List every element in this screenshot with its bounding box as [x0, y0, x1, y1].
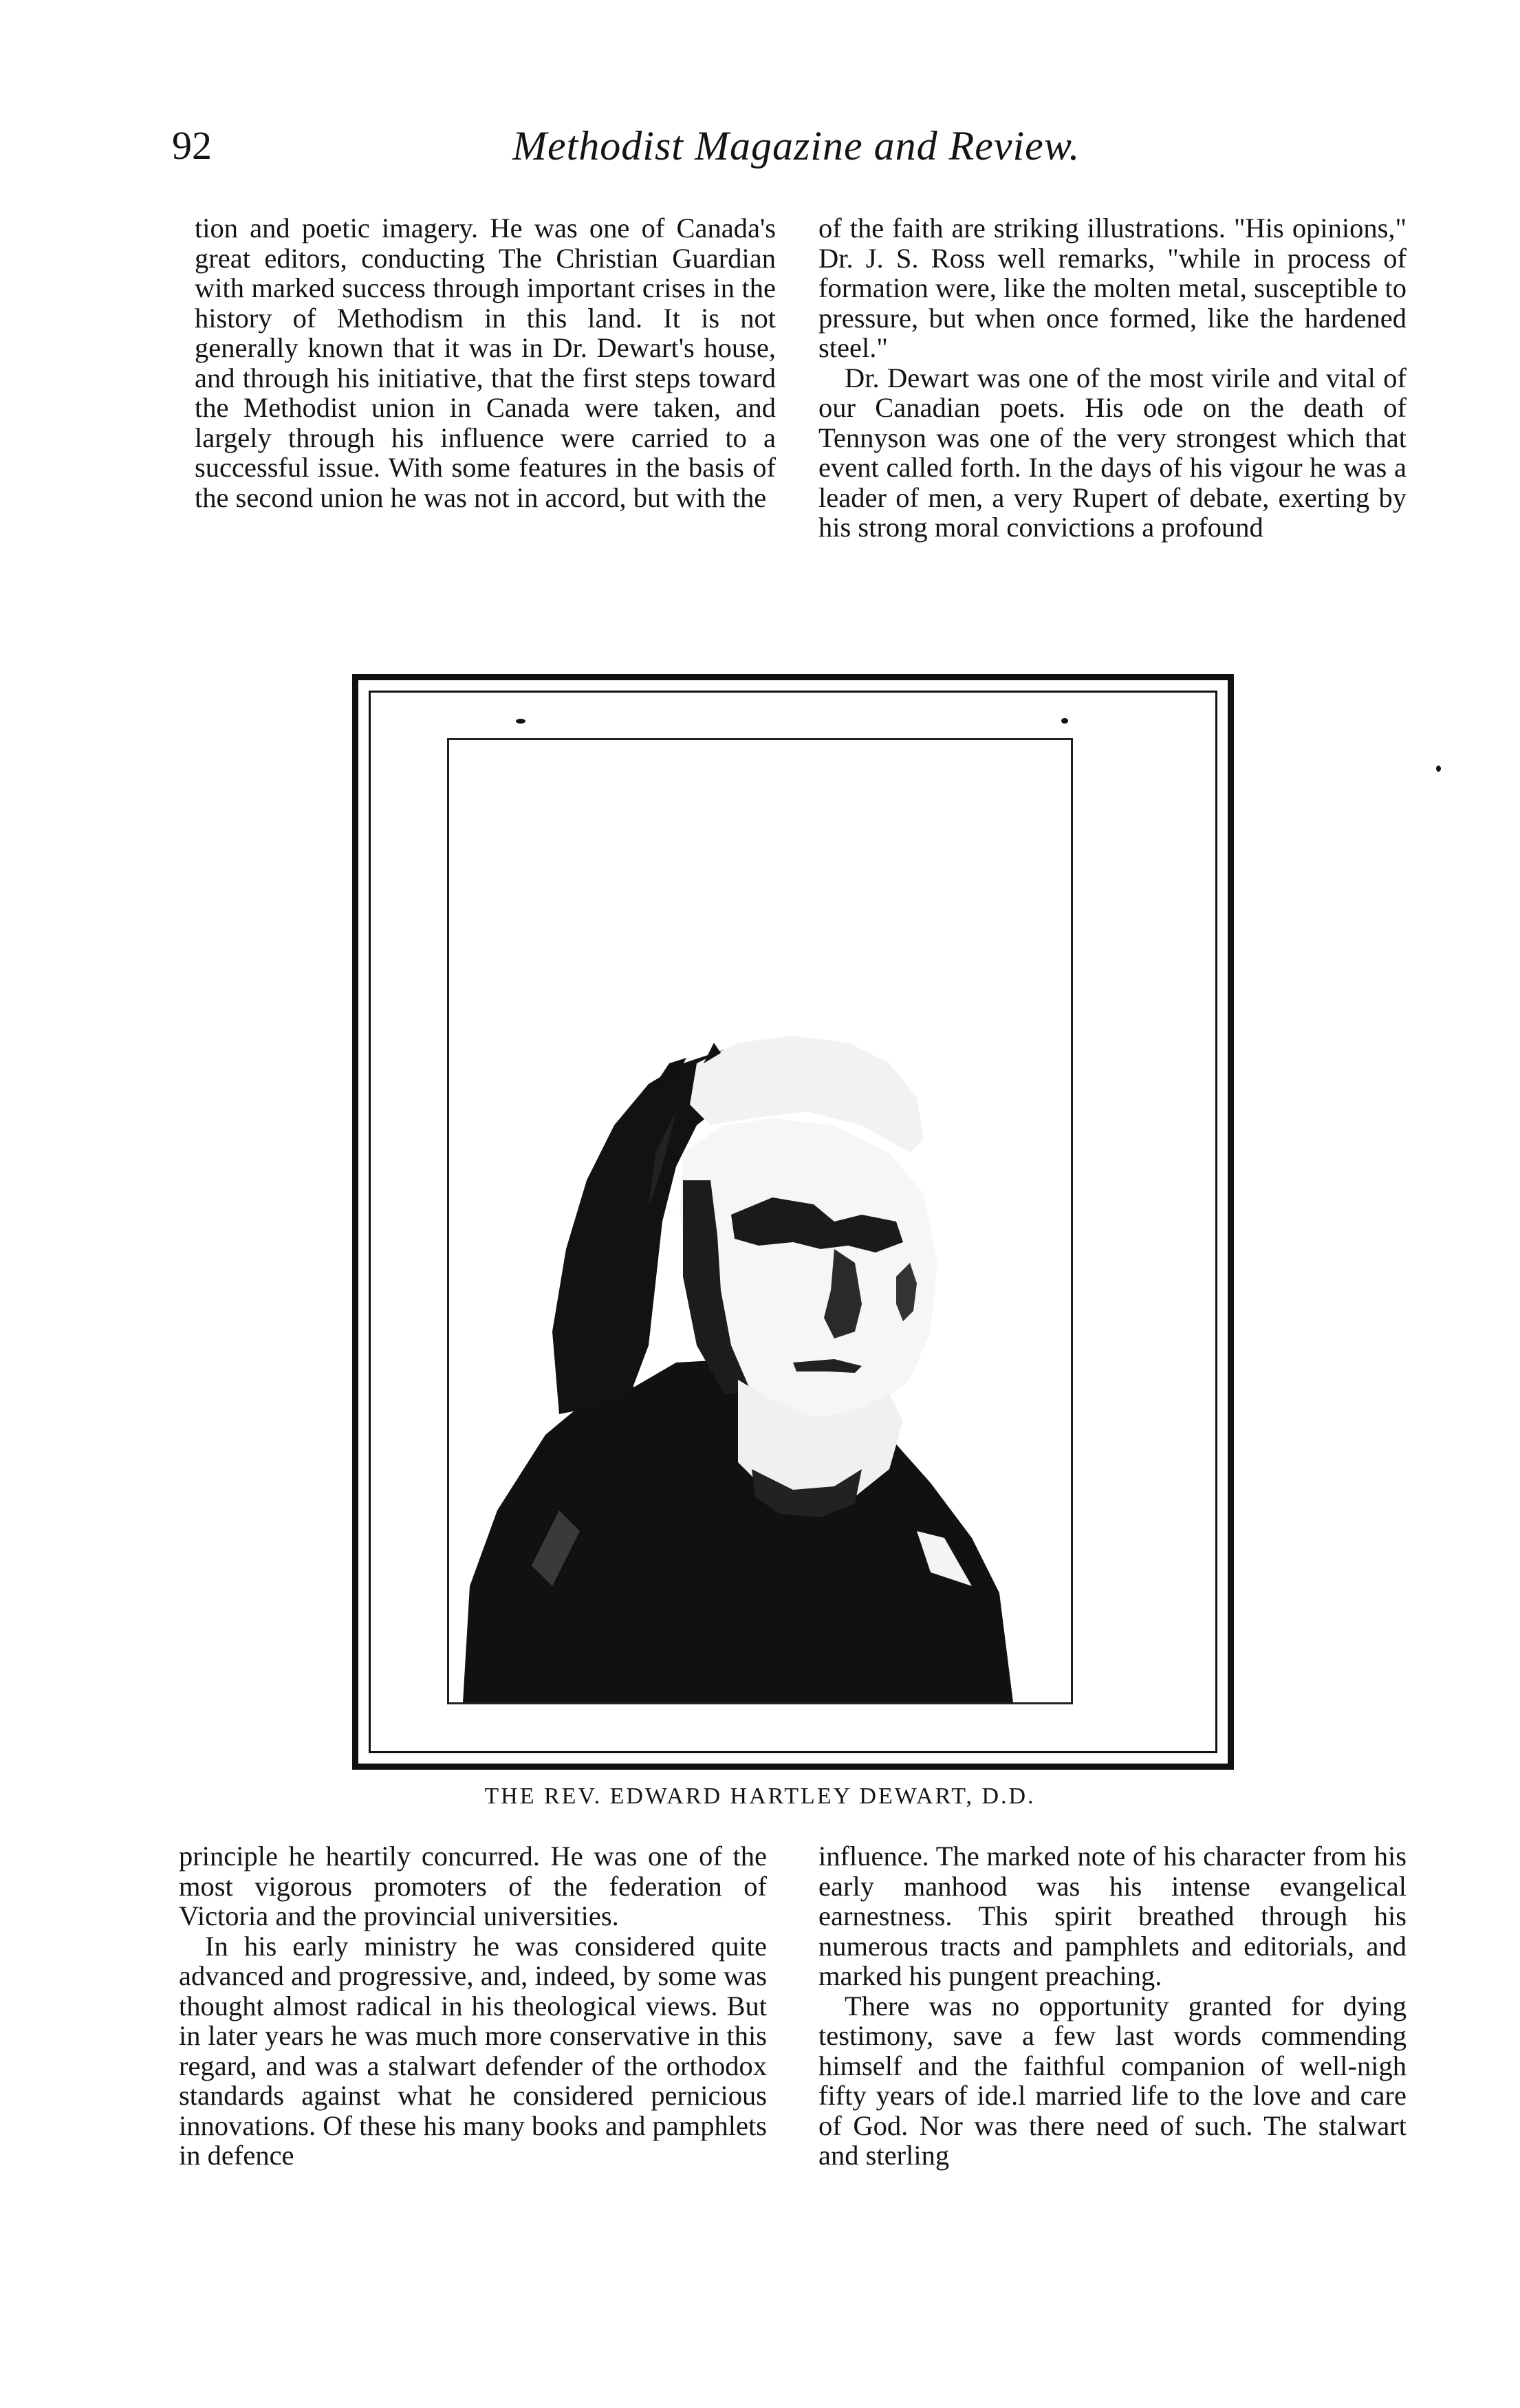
paragraph: of the faith are striking illustrations. "His opinions," Dr. J. S. Ross well remarks, "while in process of formation were, like the molten metal, susceptible to pressure, but when once formed, like the hardened steel.": [818, 213, 1407, 363]
top-right-column: [818, 213, 1407, 640]
paragraph: There was no opportunity granted for dying testimony, save a few last words commending himself and the faithful companion of well-nigh fifty years of ide.l married life to the love and care of God. Nor was there need of such. The stalwart and sterling: [818, 1990, 1407, 2171]
paragraph: In his early ministry he was considered quite advanced and progressive, and, indeed, by some was thought almost radical in his theological views. But in later years he was much more conservative in this regard, and was a stalwart defender of the orthodox standards against what he considered pernicious innovations. Of these his many books and pamphlets in defence: [179, 1930, 767, 2171]
running-title: Methodist Magazine and Review.: [512, 123, 1081, 169]
portrait-photo: [447, 738, 1073, 1704]
bottom-right-column: [818, 1841, 1407, 2281]
paragraph: tion and poetic imagery. He was one of Canada's great editors, conducting The Christian Guardian with marked success through important crises in the history of Methodism in this land. It is not generally known that it was in Dr. Dewart's house, and through his initiative, that the first steps toward the Methodist union in Canada were taken, and largely through his influence were carried to a successful issue. With some features in the basis of the second union he was not in accord, but with the: [195, 213, 776, 513]
print-speck: [516, 719, 525, 724]
paragraph: principle he heartily concurred. He was one of the most vigorous promoters of the federation of Victoria and the provincial universities.: [179, 1841, 767, 1931]
top-left-column: [195, 213, 776, 640]
portrait-caption: THE REV. EDWARD HARTLEY DEWART, D.D.: [484, 1783, 1036, 1809]
paragraph: influence. The marked note of his character from his early manhood was his intense evangelical earnestness. This spirit breathed through his numerous tracts and pamphlets and editorials, and marked his pungent preaching.: [818, 1841, 1407, 1991]
portrait-engraving: [449, 740, 1071, 1702]
page-header: [172, 122, 1424, 177]
paragraph: Dr. Dewart was one of the most virile and vital of our Canadian poets. His ode on the death of Tennyson was one of the very strongest which that event called forth. In the days of his vigour he was a leader of men, a very Rupert of debate, exerting by his strong moral convictions a profound: [818, 362, 1407, 543]
print-speck: [1436, 766, 1441, 772]
page-number: 92: [172, 123, 212, 168]
print-speck: [1061, 718, 1068, 724]
bottom-left-column: [179, 1841, 767, 2281]
